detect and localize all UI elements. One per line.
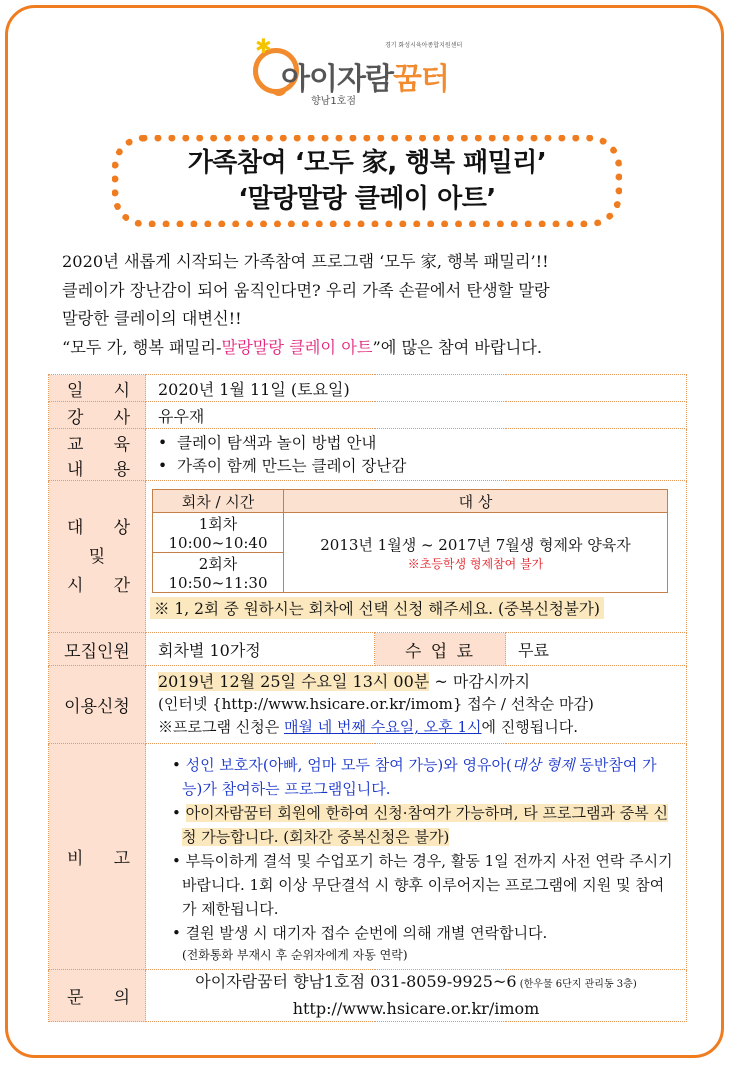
list-item: • 클레이 탐색과 놀이 방법 안내: [158, 433, 377, 452]
row-recruit: [49, 633, 687, 666]
title-line-2: ‘말랑말랑 클레이 아트’: [238, 184, 496, 214]
content-value: [146, 429, 687, 481]
target-value: [146, 481, 687, 633]
session-target: 2013년 1월생 ~ 2017년 7월생 형제와 양육자 ※초등학생 형제참여 불가: [284, 513, 668, 593]
label-target: 대 상 및 시 간: [49, 481, 146, 633]
logo-name: 아이자람꿈터: [281, 62, 449, 97]
label-contact: 문 의: [49, 970, 146, 1022]
logo-branch: 향남1호점: [311, 96, 357, 107]
session-1: 1회차 10:00~10:40: [153, 513, 284, 553]
label-recruit: 모집인원: [49, 633, 146, 666]
title-box: [112, 135, 622, 227]
apply-schedule-link[interactable]: 매월 네 번째 수요일, 오후 1시: [283, 718, 482, 736]
row-contact: [49, 970, 687, 1022]
row-target: [49, 481, 687, 633]
list-item: • 성인 보호자(아빠, 엄마 모두 참여 가능)와 영유아(대상 형제 동반참여 가능)가 참여하는 프로그램입니다.: [172, 755, 657, 798]
list-item: • 결원 발생 시 대기자 접수 순번에 의해 개별 연락합니다. (전화통화 부재시 후 순위자에게 자동 연락): [172, 923, 548, 962]
date-value: 2020년 1월 11일 (토요일): [146, 375, 687, 402]
row-date: [49, 375, 687, 402]
info-table: [48, 374, 687, 1022]
intro-line: 2020년 새롭게 시작되는 가족참여 프로그램 ‘모두 家, 행복 패밀리’!!: [62, 252, 549, 271]
contact-value: 아이자람꿈터 향남1호점 031-8059-9925~6 (한우물 6단지 관리동 3층) http://www.hsicare.or.kr/imom: [146, 970, 687, 1022]
session-table: [152, 489, 668, 593]
intro-text: [62, 248, 682, 362]
session-note: ※ 1, 2회 중 원하시는 회차에 선택 신청 해주세요. (중복신청불가): [150, 597, 604, 619]
fee-value: 무료: [506, 633, 687, 666]
label-instructor: 강 사: [49, 402, 146, 429]
row-instructor: [49, 402, 687, 429]
label-content: 교 육 내 용: [49, 429, 146, 481]
logo-org: 경기 화성시육아종합지원센터: [385, 42, 463, 49]
session-header-target: 대 상: [284, 490, 668, 513]
label-fee: 수 업 료: [375, 633, 506, 666]
instructor-value: 유우재: [146, 402, 687, 429]
row-content: [49, 429, 687, 481]
label-apply: 이용신청: [49, 666, 146, 744]
list-item: • 아이자람꿈터 회원에 한하여 신청·참여가 가능하며, 타 프로그램과 중복 신청 가능합니다. (회차간 중복신청은 불가): [172, 803, 669, 846]
intro-line: 말랑한 클레이의 대변신!!: [62, 309, 242, 328]
list-item: • 가족이 함께 만드는 클레이 장난감: [158, 456, 407, 475]
apply-value: 2019년 12월 25일 수요일 13시 00분 ~ 마감시까지 (인터넷 {http://www.hsicare.or.kr/imom} 접수 / 선착순 마감) ※프로그램 신청은 매월 네 번째 수요일, 오후 1시에 진행됩니다.: [146, 666, 687, 744]
label-remarks: 비 고: [49, 744, 146, 970]
recruit-value: 회차별 10가정: [146, 633, 375, 666]
row-apply: [49, 666, 687, 744]
remarks-value: [146, 744, 687, 970]
row-remarks: [49, 744, 687, 970]
label-date: 일 시: [49, 375, 146, 402]
list-item: • 부득이하게 결석 및 수업포기 하는 경우, 활동 1일 전까지 사전 연락 주시기 바랍니다. 1회 이상 무단결석 시 향후 이루어지는 프로그램에 지원 및 참여가 제한됩니다.: [172, 851, 673, 918]
logo: [253, 34, 493, 108]
session-header-time: 회차 / 시간: [153, 490, 284, 513]
session-2: 2회차 10:50~11:30: [153, 553, 284, 593]
intro-line: “모두 가, 행복 패밀리-말랑말랑 클레이 아트”에 많은 참여 바랍니다.: [62, 337, 543, 357]
contact-url[interactable]: http://www.hsicare.or.kr/imom: [292, 999, 540, 1018]
intro-line: 클레이가 장난감이 되어 움직인다면? 우리 가족 손끝에서 탄생할 말랑: [62, 280, 550, 300]
title-line-1: 가족참여 ‘모두 家, 행복 패밀리’: [187, 148, 547, 178]
logo-star-icon: ✱: [255, 34, 272, 58]
